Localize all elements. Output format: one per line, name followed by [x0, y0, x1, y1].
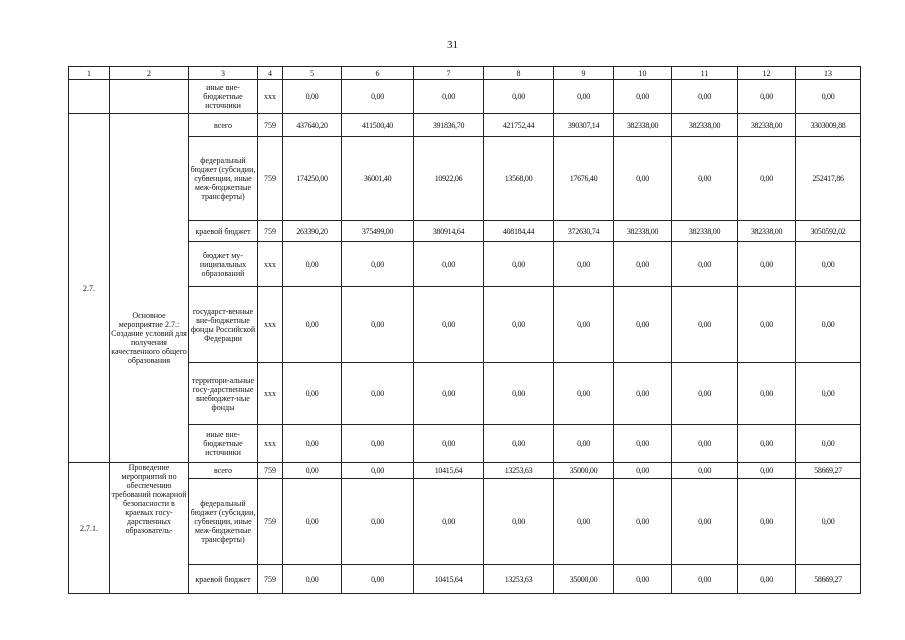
value-cell: 0,00	[554, 80, 614, 114]
value-cell: 0,00	[614, 565, 672, 594]
value-cell: 0,00	[672, 80, 738, 114]
value-cell: 36001,40	[342, 137, 414, 221]
item-number-cell: 2.7.1.	[69, 463, 110, 594]
value-cell: 0,00	[738, 479, 796, 565]
value-cell: 0,00	[484, 287, 554, 363]
column-header: 2	[110, 67, 189, 80]
value-cell: 252417,86	[796, 137, 861, 221]
value-cell: 437640,20	[283, 114, 342, 137]
table-row	[69, 463, 861, 479]
value-cell: 3050592,02	[796, 221, 861, 242]
funding-source-cell: краевой бюджет	[189, 221, 258, 242]
value-cell: 0,00	[738, 565, 796, 594]
value-cell: 0,00	[738, 425, 796, 463]
value-cell: 380914,64	[414, 221, 484, 242]
column-header: 9	[554, 67, 614, 80]
value-cell: 421752,44	[484, 114, 554, 137]
value-cell: 0,00	[283, 242, 342, 287]
value-cell: 0,00	[672, 363, 738, 425]
funding-source-cell: территори-альные госу-дарственные внебюджет-ные фонды	[189, 363, 258, 425]
value-cell: 0,00	[672, 463, 738, 479]
value-cell: 0,00	[614, 363, 672, 425]
value-cell: 3303009,88	[796, 114, 861, 137]
value-cell: 0,00	[342, 463, 414, 479]
value-cell: 390307,14	[554, 114, 614, 137]
value-cell: 0,00	[283, 463, 342, 479]
value-cell: 0,00	[283, 479, 342, 565]
funding-source-cell: краевой бюджет	[189, 565, 258, 594]
value-cell: 391836,70	[414, 114, 484, 137]
event-name-cell: Основное мероприятие 2.7.: Создание условий для получения качественного общего образования	[110, 114, 189, 463]
value-cell: 0,00	[672, 287, 738, 363]
event-name-cell: Проведение мероприятий по обеспечению требований пожарной безопасности в краевых госу-дарственных образователь-	[110, 463, 189, 594]
value-cell: 10922,06	[414, 137, 484, 221]
value-cell: 0,00	[796, 80, 861, 114]
event-name-cell	[110, 80, 189, 114]
funding-source-cell: всего	[189, 114, 258, 137]
value-cell: 0,00	[796, 479, 861, 565]
funding-source-cell: иные вне-бюджетные источники	[189, 80, 258, 114]
value-cell: 411500,40	[342, 114, 414, 137]
value-cell: 0,00	[614, 137, 672, 221]
column-header: 4	[258, 67, 283, 80]
code-cell: xxx	[258, 242, 283, 287]
column-header: 7	[414, 67, 484, 80]
header-row	[69, 67, 861, 80]
value-cell: 0,00	[672, 242, 738, 287]
value-cell: 0,00	[672, 565, 738, 594]
column-header: 5	[283, 67, 342, 80]
value-cell: 0,00	[484, 425, 554, 463]
value-cell: 0,00	[672, 479, 738, 565]
value-cell: 0,00	[342, 425, 414, 463]
column-header: 13	[796, 67, 861, 80]
column-header: 1	[69, 67, 110, 80]
value-cell: 0,00	[342, 287, 414, 363]
value-cell: 0,00	[414, 242, 484, 287]
value-cell: 382338,00	[614, 221, 672, 242]
code-cell: 759	[258, 221, 283, 242]
code-cell: xxx	[258, 287, 283, 363]
column-header: 3	[189, 67, 258, 80]
funding-source-cell: федеральный бюджет (субсидии, субвенции, иные меж-бюджетные трансферты)	[189, 479, 258, 565]
value-cell: 0,00	[554, 479, 614, 565]
value-cell: 35000,00	[554, 463, 614, 479]
value-cell: 0,00	[796, 242, 861, 287]
value-cell: 375499,00	[342, 221, 414, 242]
code-cell: 759	[258, 137, 283, 221]
value-cell: 263390,20	[283, 221, 342, 242]
value-cell: 0,00	[738, 287, 796, 363]
funding-source-cell: федеральный бюджет (субсидии, субвенции, иные меж-бюджетные трансферты)	[189, 137, 258, 221]
value-cell: 382338,00	[738, 114, 796, 137]
value-cell: 382338,00	[614, 114, 672, 137]
code-cell: 759	[258, 479, 283, 565]
value-cell: 0,00	[342, 479, 414, 565]
value-cell: 10415,64	[414, 565, 484, 594]
value-cell: 0,00	[738, 363, 796, 425]
value-cell: 0,00	[614, 80, 672, 114]
value-cell: 0,00	[414, 287, 484, 363]
value-cell: 17676,40	[554, 137, 614, 221]
value-cell: 0,00	[414, 425, 484, 463]
column-header: 10	[614, 67, 672, 80]
value-cell: 0,00	[342, 363, 414, 425]
value-cell: 372630,74	[554, 221, 614, 242]
value-cell: 0,00	[614, 242, 672, 287]
value-cell: 0,00	[554, 287, 614, 363]
value-cell: 0,00	[283, 363, 342, 425]
value-cell: 0,00	[283, 425, 342, 463]
value-cell: 0,00	[342, 242, 414, 287]
funding-source-cell: государст-венные вне-бюджетные фонды Российской Федерации	[189, 287, 258, 363]
table-row	[69, 114, 861, 137]
value-cell: 382338,00	[672, 114, 738, 137]
funding-source-cell: иные вне-бюджетные источники	[189, 425, 258, 463]
value-cell: 0,00	[283, 287, 342, 363]
value-cell: 382338,00	[738, 221, 796, 242]
value-cell: 0,00	[484, 363, 554, 425]
value-cell: 0,00	[414, 363, 484, 425]
value-cell: 13253,63	[484, 463, 554, 479]
value-cell: 0,00	[738, 463, 796, 479]
value-cell: 0,00	[738, 137, 796, 221]
funding-source-cell: бюджет му-ниципальных образований	[189, 242, 258, 287]
value-cell: 382338,00	[672, 221, 738, 242]
code-cell: xxx	[258, 363, 283, 425]
value-cell: 0,00	[414, 80, 484, 114]
value-cell: 0,00	[484, 479, 554, 565]
value-cell: 0,00	[342, 565, 414, 594]
value-cell: 0,00	[614, 425, 672, 463]
value-cell: 0,00	[554, 242, 614, 287]
table-row	[69, 80, 861, 114]
value-cell: 0,00	[614, 479, 672, 565]
value-cell: 0,00	[484, 80, 554, 114]
value-cell: 35000,00	[554, 565, 614, 594]
column-header: 8	[484, 67, 554, 80]
value-cell: 13253,63	[484, 565, 554, 594]
value-cell: 58669,27	[796, 463, 861, 479]
column-header: 11	[672, 67, 738, 80]
code-cell: xxx	[258, 425, 283, 463]
value-cell: 0,00	[342, 80, 414, 114]
code-cell: 759	[258, 463, 283, 479]
item-number-cell	[69, 80, 110, 114]
code-cell: 759	[258, 114, 283, 137]
code-cell: 759	[258, 565, 283, 594]
page-number: 31	[447, 39, 458, 51]
budget-table	[68, 66, 861, 594]
value-cell: 0,00	[614, 287, 672, 363]
value-cell: 0,00	[484, 242, 554, 287]
value-cell: 10415,64	[414, 463, 484, 479]
value-cell: 0,00	[796, 425, 861, 463]
value-cell: 13568,00	[484, 137, 554, 221]
column-header: 12	[738, 67, 796, 80]
value-cell: 0,00	[796, 363, 861, 425]
value-cell: 0,00	[738, 242, 796, 287]
funding-source-cell: всего	[189, 463, 258, 479]
value-cell: 0,00	[738, 80, 796, 114]
value-cell: 0,00	[672, 425, 738, 463]
value-cell: 174250,00	[283, 137, 342, 221]
column-header: 6	[342, 67, 414, 80]
value-cell: 58669,27	[796, 565, 861, 594]
value-cell: 0,00	[614, 463, 672, 479]
value-cell: 0,00	[554, 425, 614, 463]
value-cell: 408184,44	[484, 221, 554, 242]
value-cell: 0,00	[283, 80, 342, 114]
value-cell: 0,00	[672, 137, 738, 221]
code-cell: xxx	[258, 80, 283, 114]
value-cell: 0,00	[554, 363, 614, 425]
item-number-cell: 2.7.	[69, 114, 110, 463]
value-cell: 0,00	[796, 287, 861, 363]
value-cell: 0,00	[283, 565, 342, 594]
value-cell: 0,00	[414, 479, 484, 565]
